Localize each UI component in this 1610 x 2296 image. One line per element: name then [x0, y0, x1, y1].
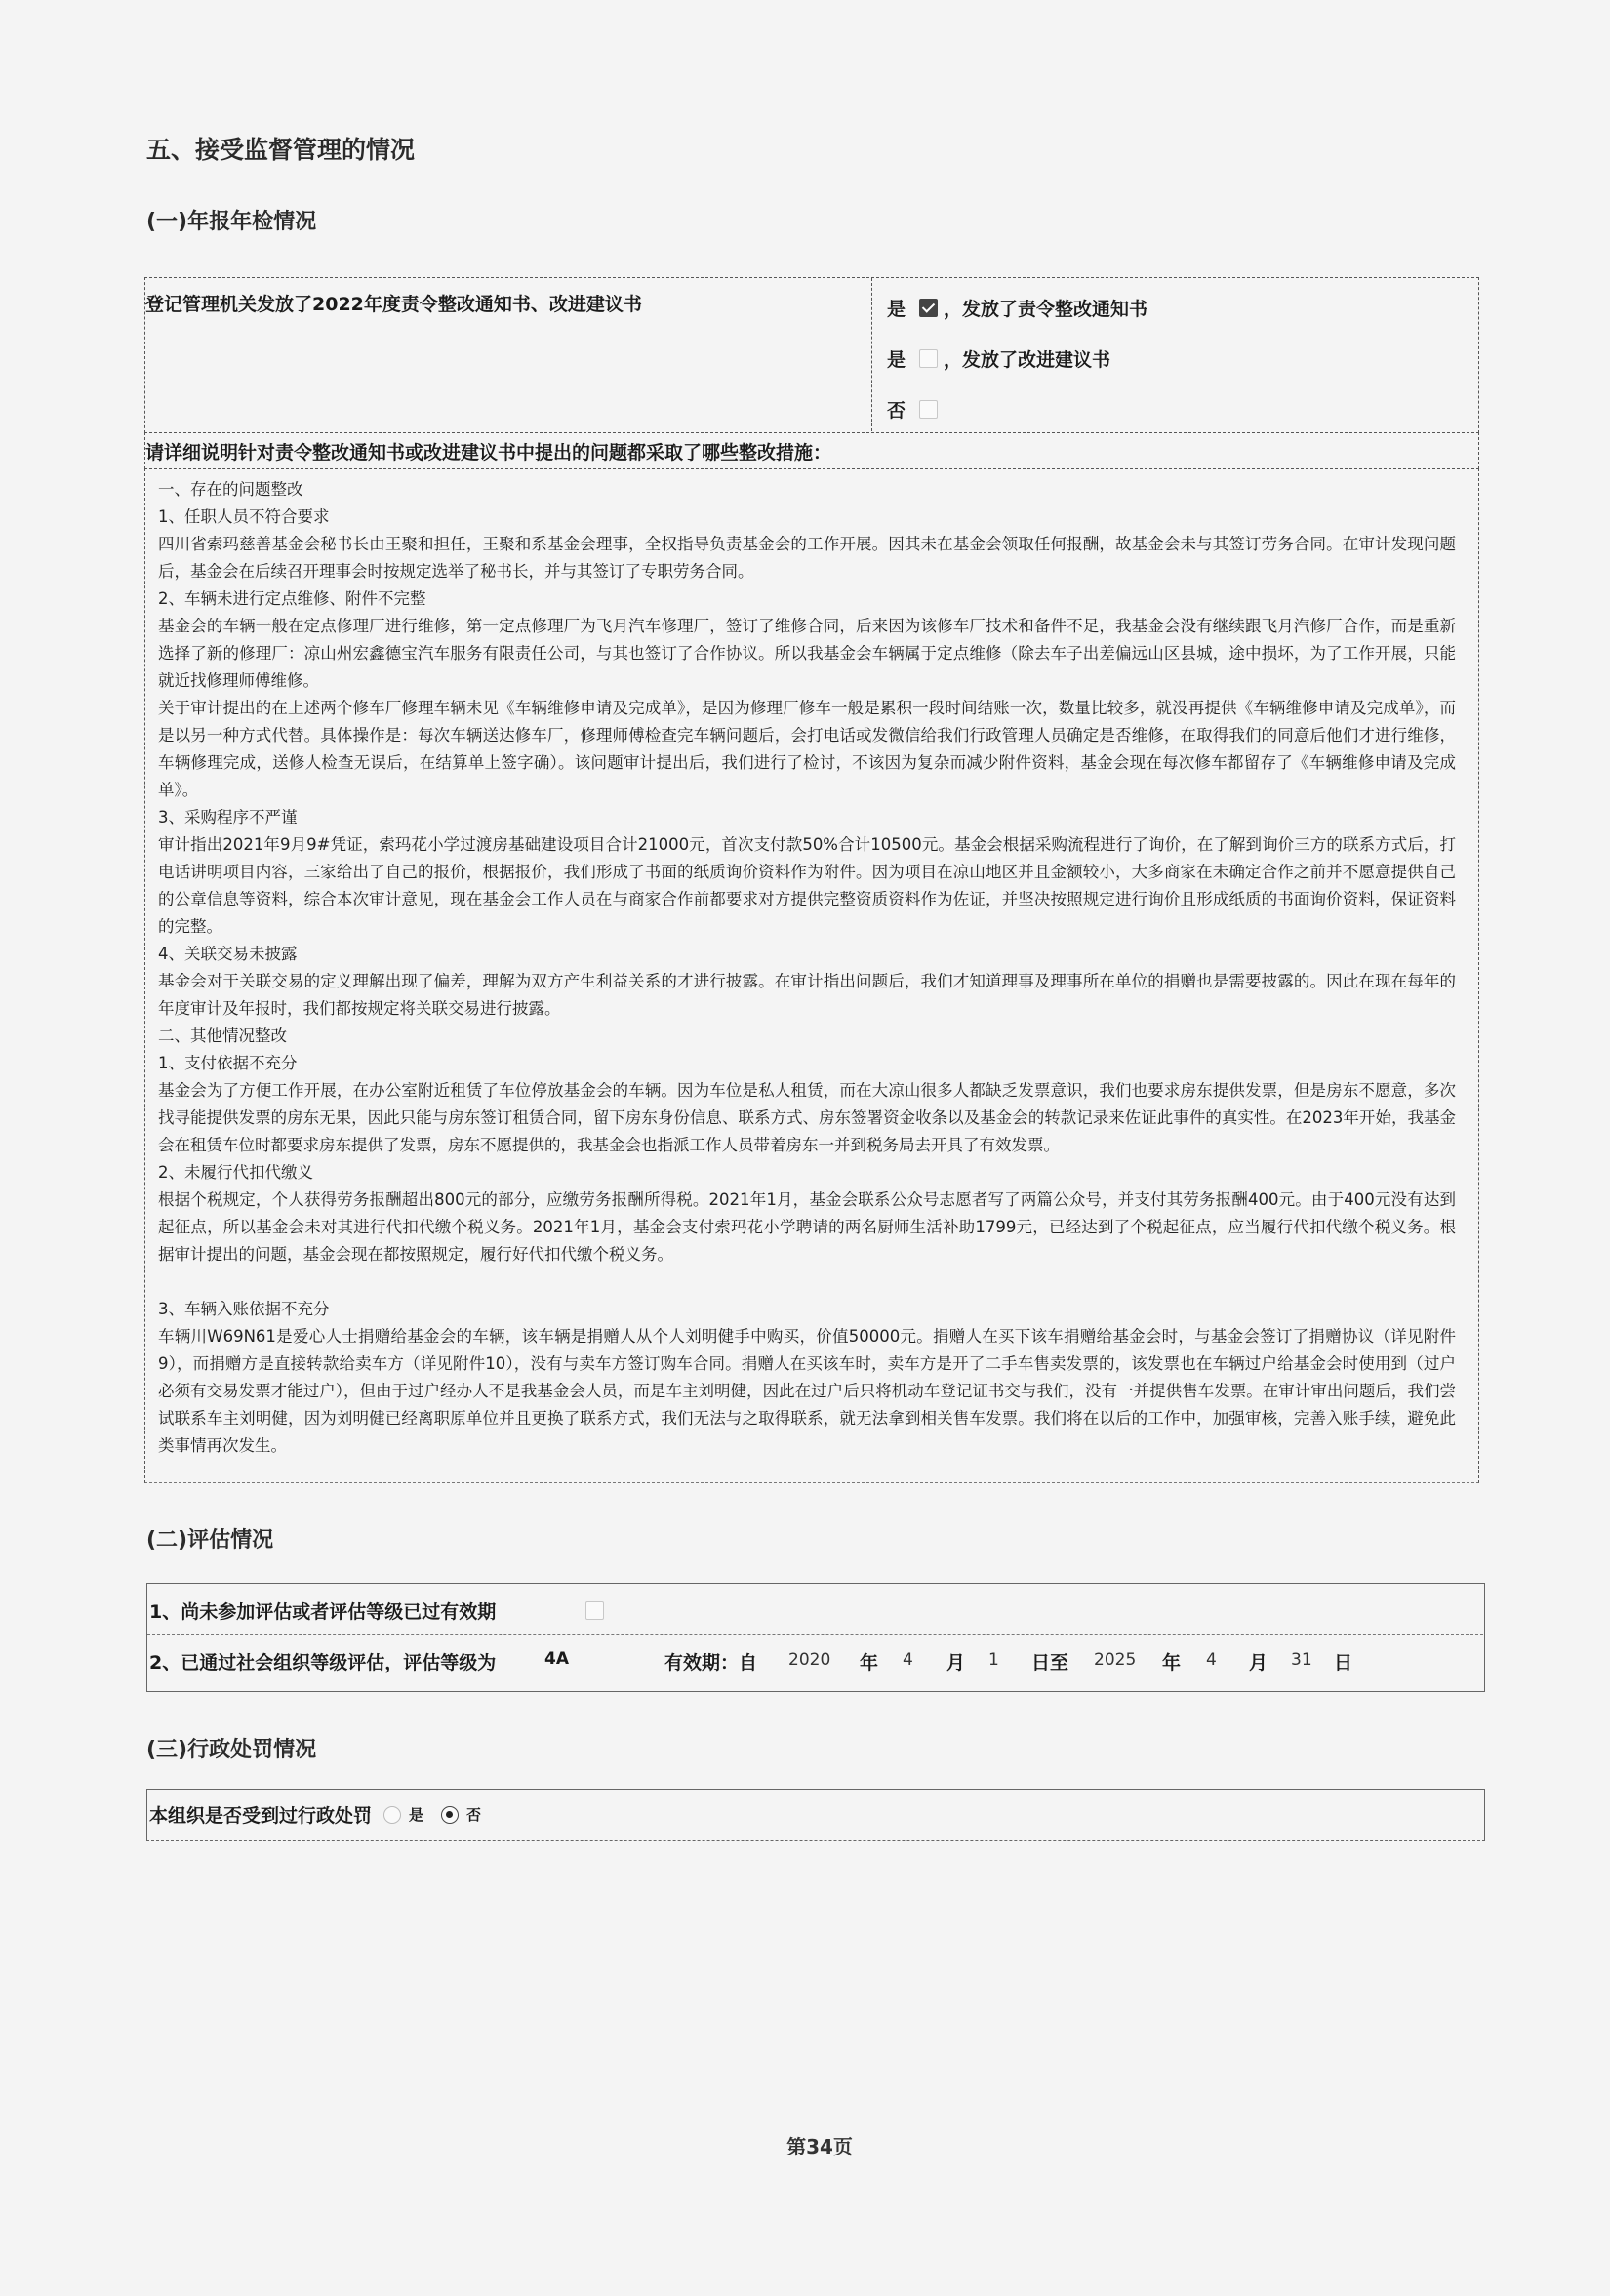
end-month[interactable]: 4 [1206, 1650, 1217, 1670]
no-notice-checkbox[interactable] [919, 400, 938, 419]
measures-paragraph: 车辆川W69N61是爱心人士捐赠给基金会的车辆，该车辆是捐赠人从个人刘明健手中购买，价值50000元。捐赠人在买下该车捐赠给基金会时，与基金会签订了捐赠协议（详见附件9），而捐赠方是直接转款给卖车方（详见附件10），没有与卖车方签订购车合同。捐赠人在买该车时，卖车方是开了二手车售卖发票的，该发票也在车辆过户给基金会时使用到（过户必须有交易发票才能过户），但由于过户经办人不是我基金会人员，而是车主刘明健，因此在过户后只将机动车登记证书交与我们，没有一并提供售车发票。在审计审出问题后，我们尝试联系车主刘明健，因为刘明健已经离职原单位并且更换了联系方式，我们无法与之取得联系，就无法拿到相关售车发票。我们将在以后的工作中，加强审核，完善入账手续，避免此类事情再次发生。 [158, 1327, 1456, 1455]
measures-paragraph: 基金会为了方便工作开展，在办公室附近租赁了车位停放基金会的车辆。因为车位是私人租赁，而在大凉山很多人都缺乏发票意识，我们也要求房东提供发票，但是房东不愿意，多次找寻能提供发票的房东无果，因此只能与房东签订租赁合同，留下房东身份信息、联系方式、房东签署资金收条以及基金会的转款记录来佐证此事件的真实性。在2023年开始，我基金会在租赁车位时都要求房东提供了发票，房东不愿提供的，我基金会也指派工作人员带着房东一并到税务局去开具了有效发票。 [158, 1081, 1456, 1154]
penalty-question: 本组织是否受到过行政处罚 [149, 1805, 373, 1827]
measures-paragraph: 一、存在的问题整改 [158, 480, 303, 499]
measures-paragraph: 四川省索玛慈善基金会秘书长由王聚和担任，王聚和系基金会理事，全权指导负责基金会的工作开展。因其未在基金会领取任何报酬，故基金会未与其签订劳务合同。在审计发现问题后，基金会在后续召开理事会时按规定选举了秘书长，并与其签订了专职劳务合同。 [158, 535, 1456, 581]
measures-paragraph: 2、未履行代扣代缴义 [158, 1163, 313, 1182]
penalty-table [146, 1789, 1485, 1841]
penalty-yes-radio[interactable] [383, 1806, 401, 1824]
option-prefix: 是 [887, 348, 906, 371]
not-evaluated-label: 1、尚未参加评估或者评估等级已过有效期 [149, 1601, 497, 1623]
measures-paragraph: 二、其他情况整改 [158, 1027, 287, 1045]
section-title: 五、接受监督管理的情况 [146, 136, 416, 164]
measures-paragraph: 根据个税规定，个人获得劳务报酬超出800元的部分，应缴劳务报酬所得税。2021年1月，基金会联系公众号志愿者写了两篇公众号，并支付其劳务报酬400元。由于400元没有达到起征点，所以基金会未对其进行代扣代缴个税义务。2021年1月，基金会支付索玛花小学聘请的两名厨师生活补助1799元，已经达到了个税起征点，应当履行代扣代缴个税义务。根据审计提出的问题，基金会现在都按照规定，履行好代扣代缴个税义务。 [158, 1190, 1456, 1264]
measures-paragraph: 4、关联交易未披露 [158, 945, 298, 963]
measures-paragraph [158, 1269, 1456, 1296]
option-label: ，发放了责令整改通知书 [944, 298, 1148, 320]
option-prefix: 是 [887, 298, 906, 320]
day-to-label: 日至 [1031, 1652, 1069, 1673]
evaluation-table [146, 1583, 1485, 1692]
measures-paragraph: 关于审计提出的在上述两个修车厂修理车辆未见《车辆维修申请及完成单》，是因为修理厂修车一般是累积一段时间结账一次，数量比较多，就没再提供《车辆维修申请及完成单》，而是以另一种方式代替。具体操作是：每次车辆送达修车厂，修理师傅检查完车辆问题后，会打电话或发微信给我们行政管理人员确定是否维修，在取得我们的同意后他们才进行维修，车辆修理完成，送修人检查无误后，在结算单上签字确）。该问题审计提出后，我们进行了检讨，不该因为复杂而减少附件资料，基金会现在每次修车都留存了《车辆维修申请及完成单》。 [158, 699, 1456, 799]
measures-paragraph: 3、车辆入账依据不充分 [158, 1300, 330, 1318]
evaluation-heading: (二)评估情况 [146, 1528, 274, 1552]
option-row-no [887, 383, 1463, 434]
penalty-yes-label: 是 [409, 1806, 424, 1824]
page-number: 第34页 [786, 2135, 853, 2158]
year-unit: 年 [1162, 1652, 1182, 1673]
measures-text [158, 476, 1456, 1479]
start-month[interactable]: 4 [903, 1650, 913, 1670]
end-year[interactable]: 2025 [1094, 1650, 1137, 1670]
month-unit: 月 [1249, 1652, 1268, 1673]
option-row-suggestion [887, 333, 1463, 383]
start-year[interactable]: 2020 [788, 1650, 831, 1670]
notification-options [887, 282, 1463, 434]
penalty-no-label: 否 [466, 1806, 482, 1824]
measures-paragraph: 2、车辆未进行定点维修、附件不完整 [158, 589, 426, 608]
option-row-rectification [887, 282, 1463, 333]
measures-paragraph: 1、任职人员不符合要求 [158, 507, 330, 526]
penalty-no-radio[interactable] [441, 1806, 459, 1824]
end-day[interactable]: 31 [1291, 1650, 1312, 1670]
option-label: ，发放了改进建议书 [944, 348, 1111, 371]
suggestion-letter-checkbox[interactable] [919, 349, 938, 368]
measures-paragraph: 基金会对于关联交易的定义理解出现了偏差，理解为双方产生利益关系的才进行披露。在审计指出问题后，我们才知道理事及理事所在单位的捐赠也是需要披露的。因此在现在每年的年度审计及年报时，我们都按规定将关联交易进行披露。 [158, 972, 1456, 1018]
notification-question: 登记管理机关发放了2022年度责令整改通知书、改进建议书 [145, 294, 642, 315]
penalty-row [149, 1801, 481, 1828]
measures-prompt: 请详细说明针对责令整改通知书或改进建议书中提出的问题都采取了哪些整改措施： [145, 442, 832, 463]
notification-table [144, 277, 1479, 433]
evaluation-grade: 4A [544, 1649, 569, 1669]
penalty-heading: (三)行政处罚情况 [146, 1738, 317, 1762]
evaluation-row-2 [149, 1648, 1476, 1677]
evaluation-row-1 [149, 1597, 604, 1624]
option-prefix: 否 [887, 399, 906, 422]
measures-paragraph: 3、采购程序不严谨 [158, 808, 298, 826]
month-unit: 月 [946, 1652, 966, 1673]
measures-prompt-cell [144, 432, 1479, 469]
valid-period-label: 有效期：自 [664, 1652, 758, 1673]
year-unit: 年 [860, 1652, 879, 1673]
measures-paragraph: 审计指出2021年9月9#凭证，索玛花小学过渡房基础建设项目合计21000元，首次支付款50%合计10500元。基金会根据采购流程进行了询价，在了解到询价三方的联系方式后，打电话讲明项目内容，三家给出了自己的报价，根据报价，我们形成了书面的纸质询价资料作为附件。因为项目在凉山地区并且金额较小，大多商家在未确定合作之前并不愿意提供自己的公章信息等资料，综合本次审计意见，现在基金会工作人员在与商家合作前都要求对方提供完整资质资料作为佐证，并坚决按照规定进行询价且形成纸质的书面询价资料，保证资料的完整。 [158, 835, 1456, 936]
evaluation-row-divider [147, 1634, 1483, 1635]
measures-paragraph: 基金会的车辆一般在定点修理厂进行维修，第一定点修理厂为飞月汽车修理厂，签订了维修合同，后来因为该修车厂技术和备件不足，我基金会没有继续跟飞月汽修厂合作，而是重新选择了新的修理厂：凉山州宏鑫德宝汽车服务有限责任公司，与其也签订了合作协议。所以我基金会车辆属于定点维修（除去车子出差偏远山区县城，途中损坏，为了工作开展，只能就近找修理师傅维修。 [158, 617, 1456, 690]
evaluated-label: 2、已通过社会组织等级评估，评估等级为 [149, 1652, 497, 1673]
day-unit: 日 [1334, 1652, 1353, 1673]
measures-paragraph: 1、支付依据不充分 [158, 1054, 298, 1072]
rectification-notice-checkbox[interactable] [919, 299, 938, 317]
start-day[interactable]: 1 [988, 1650, 999, 1670]
not-evaluated-checkbox[interactable] [585, 1601, 604, 1620]
annual-check-heading: (一)年报年检情况 [146, 210, 317, 234]
table-divider [871, 278, 872, 431]
